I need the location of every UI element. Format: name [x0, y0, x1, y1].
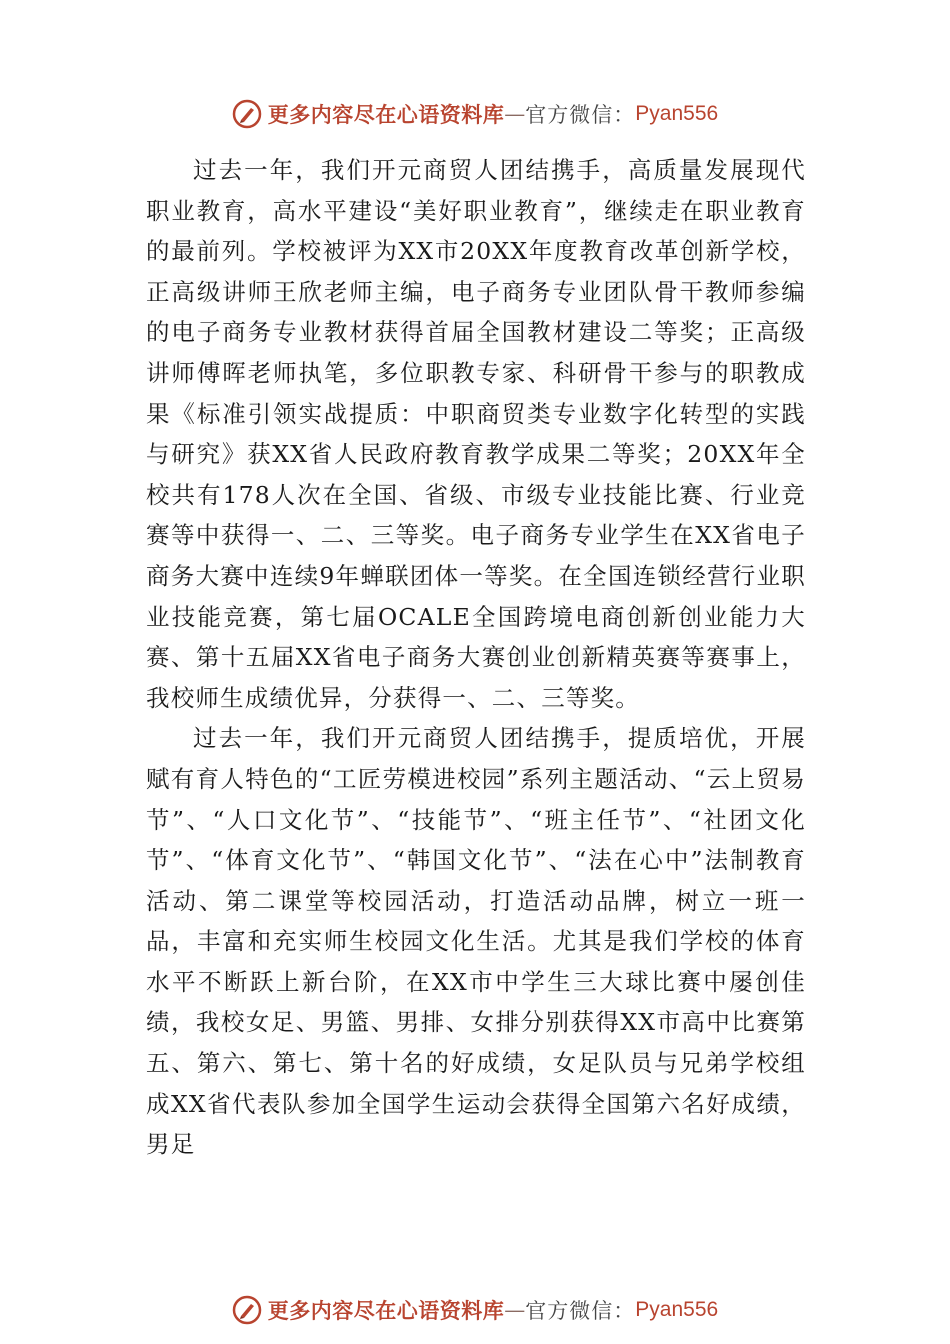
pen-logo-icon [232, 1295, 262, 1325]
header-wechat-label: 官方微信： [525, 103, 636, 127]
header-banner [0, 94, 950, 134]
footer-banner [0, 1290, 950, 1330]
footer-brand-text: 更多内容尽在心语资料库 [267, 1298, 505, 1323]
header-wechat-id: Pyan556 [635, 102, 719, 125]
footer-wechat-label: 官方微信： [525, 1299, 636, 1323]
body-paragraph-2: 过去一年，我们开元商贸人团结携手，提质培优，开展赋有育人特色的“工匠劳模进校园”系列主题活动、“云上贸易节”、“人口文化节”、“技能节”、“班主任节”、“社团文化节”、“体育文化节”、“韩国文化节”、“法在心中”法制教育活动、第二课堂等校园活动，打造活动品牌，树立一班一品，丰富和充实师生校园文化生活。尤其是我们学校的体育水平不断跃上新台阶，在XX市中学生三大球比赛中屡创佳绩，我校女足、男篮、男排、女排分别获得XX市高中比赛第五、第六、第七、第十名的好成绩，女足队员与兄弟学校组成XX省代表队参加全国学生运动会获得全国第六名好成绩，男足 [146, 724, 806, 1159]
document-body [146, 150, 806, 1165]
body-paragraph-1: 过去一年，我们开元商贸人团结携手，高质量发展现代职业教育，高水平建设“美好职业教育”，继续走在职业教育的最前列。学校被评为XX市20XX年度教育改革创新学校，正高级讲师王欣老师主编，电子商务专业团队骨干教师参编的电子商务专业教材获得首届全国教材建设二等奖；正高级讲师傅晖老师执笔，多位职教专家、科研骨干参与的职教成果《标准引领实战提质：中职商贸类专业数字化转型的实践与研究》获XX省人民政府教育教学成果二等奖；20XX年全校共有178人次在全国、省级、市级专业技能比赛、行业竞赛等中获得一、二、三等奖。电子商务专业学生在XX省电子商务大赛中连续9年蝉联团体一等奖。在全国连锁经营行业职业技能竞赛，第七届OCALE全国跨境电商创新创业能力大赛、第十五届XX省电子商务大赛创业创新精英赛等赛事上，我校师生成绩优异，分获得一、二、三等奖。 [146, 156, 806, 712]
header-brand-text: 更多内容尽在心语资料库 [267, 102, 505, 127]
footer-dash: — [504, 1298, 526, 1322]
footer-wechat-id: Pyan556 [635, 1298, 719, 1321]
header-dash: — [504, 102, 526, 126]
pen-logo-icon [232, 99, 262, 129]
